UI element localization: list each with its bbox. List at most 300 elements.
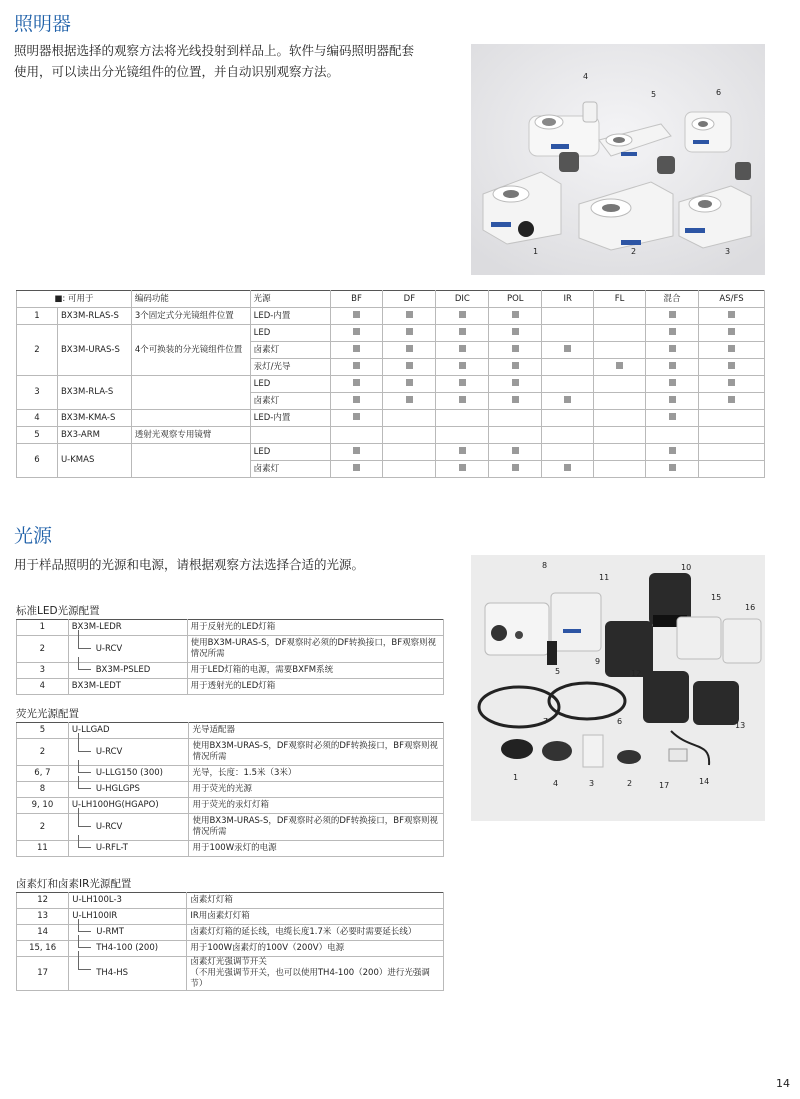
available-marker-icon — [406, 328, 413, 335]
usage-text: IR用卤素灯灯箱 — [190, 911, 250, 921]
usage-text: 卤素灯光强调节开关 — [190, 957, 267, 967]
table-row — [17, 308, 765, 325]
coding-function: 透射光观察专用镜臂 — [131, 427, 250, 444]
usage-note: （不用光强调节开关，也可以使用TH4-100（200）进行光强调节） — [190, 968, 430, 989]
available-marker-icon — [512, 379, 519, 386]
model-code: U-LH100HG(HGAPO) — [71, 800, 159, 810]
callout-6: 6 — [716, 88, 722, 97]
available-marker-icon — [353, 362, 360, 369]
page-number: 14 — [776, 1077, 790, 1090]
model-code: U-RCV — [95, 643, 123, 654]
model-code: BX3-ARM — [57, 427, 131, 444]
part-number: 17 — [17, 957, 69, 991]
callout-12: 12 — [631, 669, 642, 678]
available-marker-icon — [669, 447, 676, 454]
available-marker-icon — [669, 396, 676, 403]
usage-text: 卤素灯灯箱 — [190, 895, 233, 905]
callout-7: 7 — [543, 717, 549, 726]
usage-cell — [189, 814, 444, 841]
illuminator-6-icon — [685, 112, 731, 152]
callout-4: 4 — [583, 72, 589, 81]
part-number: 13 — [17, 909, 69, 925]
availability-cell — [436, 393, 489, 410]
available-marker-icon — [353, 447, 360, 454]
availability-cell — [489, 427, 542, 444]
header-method: DIC — [436, 291, 489, 308]
availability-cell — [594, 308, 646, 325]
light-source-cell: LED — [250, 444, 330, 461]
available-marker-icon — [459, 379, 466, 386]
available-marker-icon — [353, 311, 360, 318]
section-title-illuminators: 照明器 — [14, 13, 72, 35]
light-source-cell: 卤素灯 — [250, 393, 330, 410]
model-code: U-RMT — [96, 927, 124, 937]
tree-connector — [78, 935, 91, 948]
available-marker-icon — [564, 464, 571, 471]
table-header-row — [17, 291, 765, 308]
usage-text: 用于反射光的LED灯箱 — [190, 622, 276, 632]
model-code: U-KMAS — [57, 444, 131, 478]
row-number: 3 — [17, 376, 58, 410]
availability-cell — [383, 461, 436, 478]
config-row — [17, 679, 444, 695]
power-supply-15-icon — [677, 617, 721, 659]
usage-cell — [189, 766, 444, 782]
part-number: 12 — [17, 893, 69, 909]
availability-cell — [699, 325, 765, 342]
availability-cell — [330, 308, 383, 325]
availability-cell — [330, 410, 383, 427]
config-row — [17, 957, 444, 991]
available-marker-icon — [669, 345, 676, 352]
availability-cell — [436, 342, 489, 359]
availability-cell — [646, 393, 699, 410]
availability-cell — [489, 444, 542, 461]
coding-function: 4个可换装的分光镜组件位置 — [131, 325, 250, 376]
available-marker-icon — [459, 464, 466, 471]
availability-cell — [542, 325, 594, 342]
availability-cell — [542, 308, 594, 325]
availability-cell — [489, 376, 542, 393]
available-marker-icon — [616, 362, 623, 369]
tree-connector — [78, 733, 91, 752]
usage-cell — [187, 620, 443, 636]
config-row — [17, 663, 444, 679]
power-supply-11-icon — [551, 593, 601, 651]
available-marker-icon — [669, 328, 676, 335]
availability-cell — [383, 410, 436, 427]
light-source-cell: LED-内置 — [250, 410, 330, 427]
usage-text: 卤素灯灯箱的延长线，电缆长度1.7米（必要时需要延长线） — [190, 927, 417, 937]
model-code-cell — [68, 782, 189, 798]
callout-2: 2 — [631, 247, 637, 256]
availability-cell — [594, 461, 646, 478]
table-row — [17, 325, 765, 342]
header-method: IR — [542, 291, 594, 308]
availability-cell — [594, 325, 646, 342]
light-source-cell: LED-内置 — [250, 308, 330, 325]
availability-cell — [646, 427, 699, 444]
available-marker-icon — [512, 396, 519, 403]
availability-cell — [330, 325, 383, 342]
availability-cell — [436, 410, 489, 427]
lamp-housing-13-icon — [693, 681, 739, 725]
row-number: 2 — [17, 325, 58, 376]
availability-cell — [594, 359, 646, 376]
usage-text: 用于100W卤素灯的100V（200V）电源 — [190, 943, 345, 953]
callout-5-ls: 5 — [555, 667, 561, 676]
model-code: U-RCV — [95, 746, 123, 757]
availability-cell — [383, 444, 436, 461]
availability-cell — [489, 308, 542, 325]
availability-cell — [436, 444, 489, 461]
usage-text: 光导，长度：1.5米（3米） — [192, 768, 297, 778]
callout-8: 8 — [542, 561, 548, 570]
usage-text: 用于荧光的汞灯灯箱 — [192, 800, 269, 810]
available-marker-icon — [512, 328, 519, 335]
light-source-cell: 卤素灯 — [250, 342, 330, 359]
model-code: BX3M-LEDR — [71, 622, 122, 632]
lamp-housing-8-icon — [485, 603, 549, 655]
config-group-title: 卤素灯和卤素IR光源配置 — [16, 878, 132, 890]
coding-function: 3个固定式分光镜组件位置 — [131, 308, 250, 325]
availability-cell — [383, 308, 436, 325]
lamp-5-icon — [547, 641, 557, 665]
available-marker-icon — [728, 345, 735, 352]
availability-cell — [489, 342, 542, 359]
config-group-title: 荧光光源配置 — [16, 708, 79, 720]
availability-cell — [383, 427, 436, 444]
usage-cell — [187, 941, 444, 957]
available-marker-icon — [353, 464, 360, 471]
available-marker-icon — [728, 379, 735, 386]
callout-4-ls: 4 — [553, 779, 559, 788]
header-method: BF — [330, 291, 383, 308]
config-group-title: 标准LED光源配置 — [16, 605, 100, 617]
tree-connector — [78, 808, 91, 827]
available-marker-icon — [669, 464, 676, 471]
tree-connector — [78, 760, 91, 773]
row-number: 1 — [17, 308, 58, 325]
available-marker-icon — [459, 396, 466, 403]
callout-3-ls: 3 — [589, 779, 595, 788]
part-number: 8 — [17, 782, 69, 798]
usage-text: 用于100W汞灯的电源 — [192, 843, 277, 853]
row-number: 6 — [17, 444, 58, 478]
available-marker-icon — [564, 345, 571, 352]
availability-cell — [436, 427, 489, 444]
availability-cell — [383, 325, 436, 342]
available-marker-icon — [459, 362, 466, 369]
availability-cell — [646, 342, 699, 359]
availability-cell — [594, 410, 646, 427]
available-marker-icon — [406, 379, 413, 386]
model-code: BX3M-KMA-S — [57, 410, 131, 427]
available-marker-icon — [512, 311, 519, 318]
callout-11: 11 — [599, 573, 610, 582]
header-available: ■: 可用于 — [17, 291, 132, 308]
availability-cell — [383, 376, 436, 393]
available-marker-icon — [459, 311, 466, 318]
usage-cell — [189, 841, 444, 857]
availability-cell — [542, 461, 594, 478]
availability-cell — [699, 444, 765, 461]
availability-cell — [594, 444, 646, 461]
available-marker-icon — [406, 311, 413, 318]
section-lead-illuminators — [14, 40, 414, 82]
part-number: 5 — [17, 723, 69, 739]
available-marker-icon — [459, 328, 466, 335]
availability-cell — [436, 376, 489, 393]
light-source-cell: 汞灯/光导 — [250, 359, 330, 376]
part-number: 2 — [17, 636, 69, 663]
callout-14: 14 — [699, 777, 710, 786]
part-number: 6, 7 — [17, 766, 69, 782]
availability-cell — [699, 410, 765, 427]
light-source-cell: LED — [250, 376, 330, 393]
tree-connector — [78, 657, 91, 670]
model-code: BX3M-PSLED — [95, 665, 151, 675]
available-marker-icon — [353, 413, 360, 420]
availability-cell — [330, 461, 383, 478]
availability-cell — [646, 376, 699, 393]
part-number: 4 — [17, 679, 69, 695]
part-number: 2 — [17, 814, 69, 841]
callout-15: 15 — [711, 593, 722, 602]
availability-cell — [330, 359, 383, 376]
model-code: BX3M-RLAS-S — [57, 308, 131, 325]
lead-line-2: 使用，可以读出分光镜组件的位置，并自动识别观察方法。 — [14, 64, 340, 79]
available-marker-icon — [353, 345, 360, 352]
available-marker-icon — [728, 311, 735, 318]
header-method: 混合 — [646, 291, 699, 308]
availability-cell — [436, 308, 489, 325]
callout-1: 1 — [533, 247, 539, 256]
tree-connector — [78, 835, 91, 848]
usage-text: 用于透射光的LED灯箱 — [190, 681, 276, 691]
model-code: U-LLGAD — [71, 725, 110, 735]
available-marker-icon — [728, 362, 735, 369]
usage-cell — [187, 957, 444, 991]
callout-1-ls: 1 — [513, 773, 519, 782]
table-row — [17, 444, 765, 461]
config-row — [17, 841, 444, 857]
availability-cell — [330, 427, 383, 444]
available-marker-icon — [353, 396, 360, 403]
availability-cell — [699, 461, 765, 478]
availability-cell — [383, 393, 436, 410]
model-code: BX3M-LEDT — [71, 681, 121, 691]
config-table — [16, 722, 444, 857]
usage-cell — [187, 925, 444, 941]
availability-cell — [594, 427, 646, 444]
availability-cell — [699, 427, 765, 444]
header-method: FL — [594, 291, 646, 308]
usage-text: 使用BX3M-URAS-S，DF观察时必须的DF转换接口，BF观察则视情况所需 — [192, 741, 438, 762]
light-source-cell: LED — [250, 325, 330, 342]
row-number: 5 — [17, 427, 58, 444]
usage-cell — [189, 723, 444, 739]
availability-cell — [489, 359, 542, 376]
tree-connector — [78, 951, 91, 970]
available-marker-icon — [406, 396, 413, 403]
model-code: U-LLG150 (300) — [95, 768, 163, 778]
available-marker-icon — [564, 396, 571, 403]
tree-connector — [78, 919, 91, 932]
availability-cell — [646, 308, 699, 325]
usage-cell — [187, 909, 444, 925]
illuminators-product-image — [471, 44, 765, 275]
availability-cell — [330, 342, 383, 359]
availability-cell — [542, 342, 594, 359]
usage-cell — [187, 663, 443, 679]
availability-cell — [489, 461, 542, 478]
availability-cell — [699, 376, 765, 393]
section-lead-light-sources: 用于样品照明的光源和电源，请根据观察方法选择合适的光源。 — [14, 557, 365, 572]
callout-10: 10 — [681, 563, 692, 572]
availability-cell — [542, 410, 594, 427]
usage-cell — [187, 893, 444, 909]
callout-6-ls: 6 — [617, 717, 623, 726]
usage-cell — [187, 679, 443, 695]
availability-cell — [542, 393, 594, 410]
callout-16: 16 — [745, 603, 756, 612]
model-code-cell — [68, 663, 187, 679]
model-code: U-RCV — [95, 821, 123, 832]
usage-cell — [189, 782, 444, 798]
light-sources-photo — [471, 555, 765, 821]
header-method: POL — [489, 291, 542, 308]
part-number: 11 — [17, 841, 69, 857]
available-marker-icon — [459, 447, 466, 454]
usage-text: 使用BX3M-URAS-S，DF观察时必须的DF转换接口，BF观察则视情况所需 — [192, 816, 438, 837]
available-marker-icon — [406, 345, 413, 352]
available-marker-icon — [728, 328, 735, 335]
available-marker-icon — [512, 464, 519, 471]
light-source-cell — [250, 427, 330, 444]
part-number: 9, 10 — [17, 798, 69, 814]
model-code: U-LH100L-3 — [72, 895, 122, 905]
model-code: TH4-100 (200) — [96, 943, 159, 953]
available-marker-icon — [353, 328, 360, 335]
header-method: DF — [383, 291, 436, 308]
availability-cell — [594, 376, 646, 393]
availability-cell — [436, 359, 489, 376]
usage-text: 用于荧光的光源 — [192, 784, 252, 794]
power-supply-16-icon — [723, 619, 761, 663]
availability-cell — [646, 410, 699, 427]
model-code: U-RFL-T — [95, 843, 128, 853]
availability-cell — [383, 342, 436, 359]
model-code: BX3M-RLA-S — [57, 376, 131, 410]
available-marker-icon — [459, 345, 466, 352]
usage-cell — [187, 636, 443, 663]
coding-function — [131, 444, 250, 478]
availability-cell — [594, 393, 646, 410]
availability-cell — [646, 444, 699, 461]
usage-text: 用于LED灯箱的电源，需要BXFM系统 — [190, 665, 334, 675]
availability-cell — [699, 342, 765, 359]
model-code-cell — [69, 893, 187, 909]
available-marker-icon — [669, 362, 676, 369]
callout-2-ls: 2 — [627, 779, 633, 788]
model-code: U-LH100IR — [72, 911, 118, 921]
table-row — [17, 427, 765, 444]
row-number: 4 — [17, 410, 58, 427]
lamp-housing-9-icon — [605, 621, 653, 677]
usage-text: 光导适配器 — [192, 725, 235, 735]
coding-function — [131, 376, 250, 410]
callout-17: 17 — [659, 781, 670, 790]
illuminators-photo — [471, 44, 765, 275]
usage-cell — [189, 739, 444, 766]
availability-cell — [330, 376, 383, 393]
config-table — [16, 892, 444, 991]
adapter-3-icon — [583, 735, 603, 767]
part-number: 1 — [17, 620, 69, 636]
config-row — [17, 782, 444, 798]
light-source-cell: 卤素灯 — [250, 461, 330, 478]
availability-cell — [699, 308, 765, 325]
availability-cell — [542, 376, 594, 393]
model-code: BX3M-URAS-S — [57, 325, 131, 376]
part-number: 3 — [17, 663, 69, 679]
availability-cell — [436, 325, 489, 342]
part-number: 15, 16 — [17, 941, 69, 957]
part-number: 2 — [17, 739, 69, 766]
availability-cell — [542, 359, 594, 376]
availability-cell — [383, 359, 436, 376]
available-marker-icon — [512, 447, 519, 454]
part-2-icon — [617, 750, 641, 764]
available-marker-icon — [512, 362, 519, 369]
availability-cell — [436, 461, 489, 478]
availability-cell — [489, 325, 542, 342]
tree-connector — [78, 776, 91, 789]
availability-cell — [594, 342, 646, 359]
available-marker-icon — [669, 413, 676, 420]
header-light-source: 光源 — [250, 291, 330, 308]
availability-cell — [699, 393, 765, 410]
callout-3: 3 — [725, 247, 731, 256]
availability-cell — [646, 461, 699, 478]
availability-cell — [330, 393, 383, 410]
tree-connector — [78, 630, 91, 649]
callout-5: 5 — [651, 90, 657, 99]
availability-cell — [646, 325, 699, 342]
availability-cell — [330, 444, 383, 461]
model-code-cell — [68, 841, 189, 857]
available-marker-icon — [669, 311, 676, 318]
availability-cell — [699, 359, 765, 376]
available-marker-icon — [728, 396, 735, 403]
model-code: U-HGLGPS — [95, 784, 140, 794]
available-marker-icon — [406, 362, 413, 369]
header-method: AS/FS — [699, 291, 765, 308]
callout-13: 13 — [735, 721, 746, 730]
lead-line-1: 照明器根据选择的观察方法将光线投射到样品上。软件与编码照明器配套 — [14, 43, 415, 58]
model-code-cell — [69, 957, 187, 991]
coding-function — [131, 410, 250, 427]
part-number: 14 — [17, 925, 69, 941]
callout-9: 9 — [595, 657, 601, 666]
availability-cell — [489, 410, 542, 427]
table-row — [17, 410, 765, 427]
header-coding: 编码功能 — [131, 291, 250, 308]
available-marker-icon — [669, 379, 676, 386]
usage-cell — [189, 798, 444, 814]
availability-cell — [646, 359, 699, 376]
